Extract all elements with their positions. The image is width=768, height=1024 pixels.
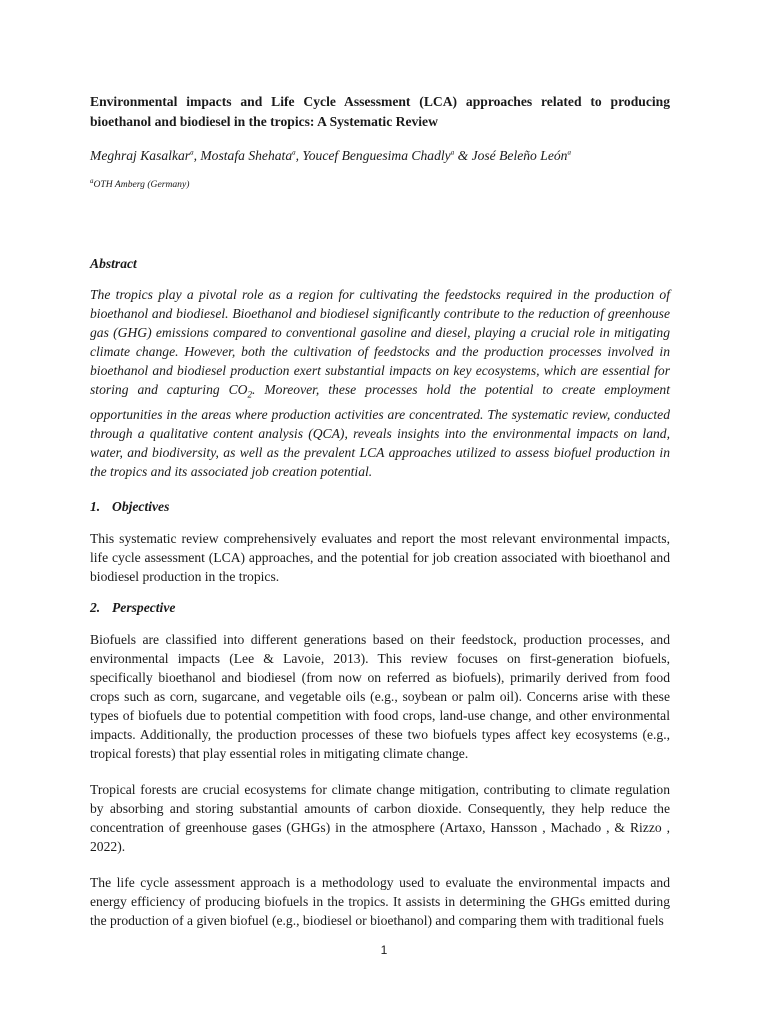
- page-number: 1: [380, 943, 388, 957]
- section-heading-objectives: 1. Objectives: [90, 498, 170, 514]
- author-3: Youcef Benguesima Chadly$^a$ &: [302, 148, 472, 163]
- author-4: José Beleño León$^a$: [471, 148, 571, 163]
- perspective-paragraph-2: Tropical forests are crucial ecosystems for climate change mitigation, contributing to climate regulation by absorbing and storing substantial amounts of carbon dioxide. Consequently, they help reduce the concentration of greenhouse gases (GHGs) in the atmosphere (Artaxo, Hansson , Machado , & Rizzo , 2022).: [90, 781, 670, 854]
- section-heading-perspective: 2. Perspective: [90, 599, 176, 615]
- author-1: Meghraj Kasalkar$^a$,: [90, 148, 201, 163]
- affiliation: $^a$OTH Amberg (Germany): [90, 176, 190, 190]
- paper-title: Environmental impacts and Life Cycle Assessment (LCA) approaches related to producing bioethanol and biodiesel in the tropics: A Systematic Review: [90, 94, 670, 129]
- author-2: Mostafa Shehata$^a$,: [200, 148, 303, 163]
- objectives-paragraph: This systematic review comprehensively evaluates and report the most relevant environmental impacts, life cycle assessment (LCA) approaches, and the potential for job creation associated with bioethanol and biodiesel production in the tropics.: [90, 530, 670, 584]
- perspective-paragraph-3: The life cycle assessment approach is a methodology used to evaluate the environmental impacts and energy efficiency of producing biofuels in the tropics. It assists in determining the GHGs emitted during the production of a given biofuel (e.g., biodiesel or bioethanol) and comparing them with traditional fuels: [90, 874, 670, 928]
- author-list: [90, 146, 670, 166]
- paper-page: [90, 92, 670, 930]
- abstract-heading: Abstract: [90, 256, 137, 271]
- abstract-text: The tropics play a pivotal role as a region for cultivating the feedstocks required in the production of bioethanol and biodiesel. Bioethanol and biodiesel significantly contribute to the reduction of greenhouse gas (GHG) emissions compared to conventional gasoline and diesel, playing a crucial role in mitigating climate change. However, both the cultivation of feedstocks and the production processes involved in bioethanol and biodiesel production exert substantial impacts on key ecosystems, which are essential for storing and capturing $CO_2$. Moreover, these processes hold the potential to create employment opportunities in the areas where production activities are concentrated. The systematic review, conducted through a qualitative content analysis (QCA), reveals insights into the environmental impacts on land, water, and biodiversity, as well as the prevalent LCA approaches utilized to assess biofuel production in the tropics and its associated job creation potential.: [90, 287, 670, 479]
- perspective-paragraph-1: Biofuels are classified into different generations based on their feedstock, production processes, and environmental impacts (Lee & Lavoie, 2013). This review focuses on first-generation biofuels, specifically bioethanol and biodiesel (from now on referred as biofuels), primarily derived from food crops such as corn, sugarcane, and vegetable oils (e.g., soybean or palm oil). Concerns arise with these types of biofuels due to potential competition with food crops, land-use change, and other environmental impacts. Additionally, the production processes of these two biofuels types affect key ecosystems (e.g., tropical forests) that play essential roles in mitigating climate change.: [90, 631, 670, 761]
